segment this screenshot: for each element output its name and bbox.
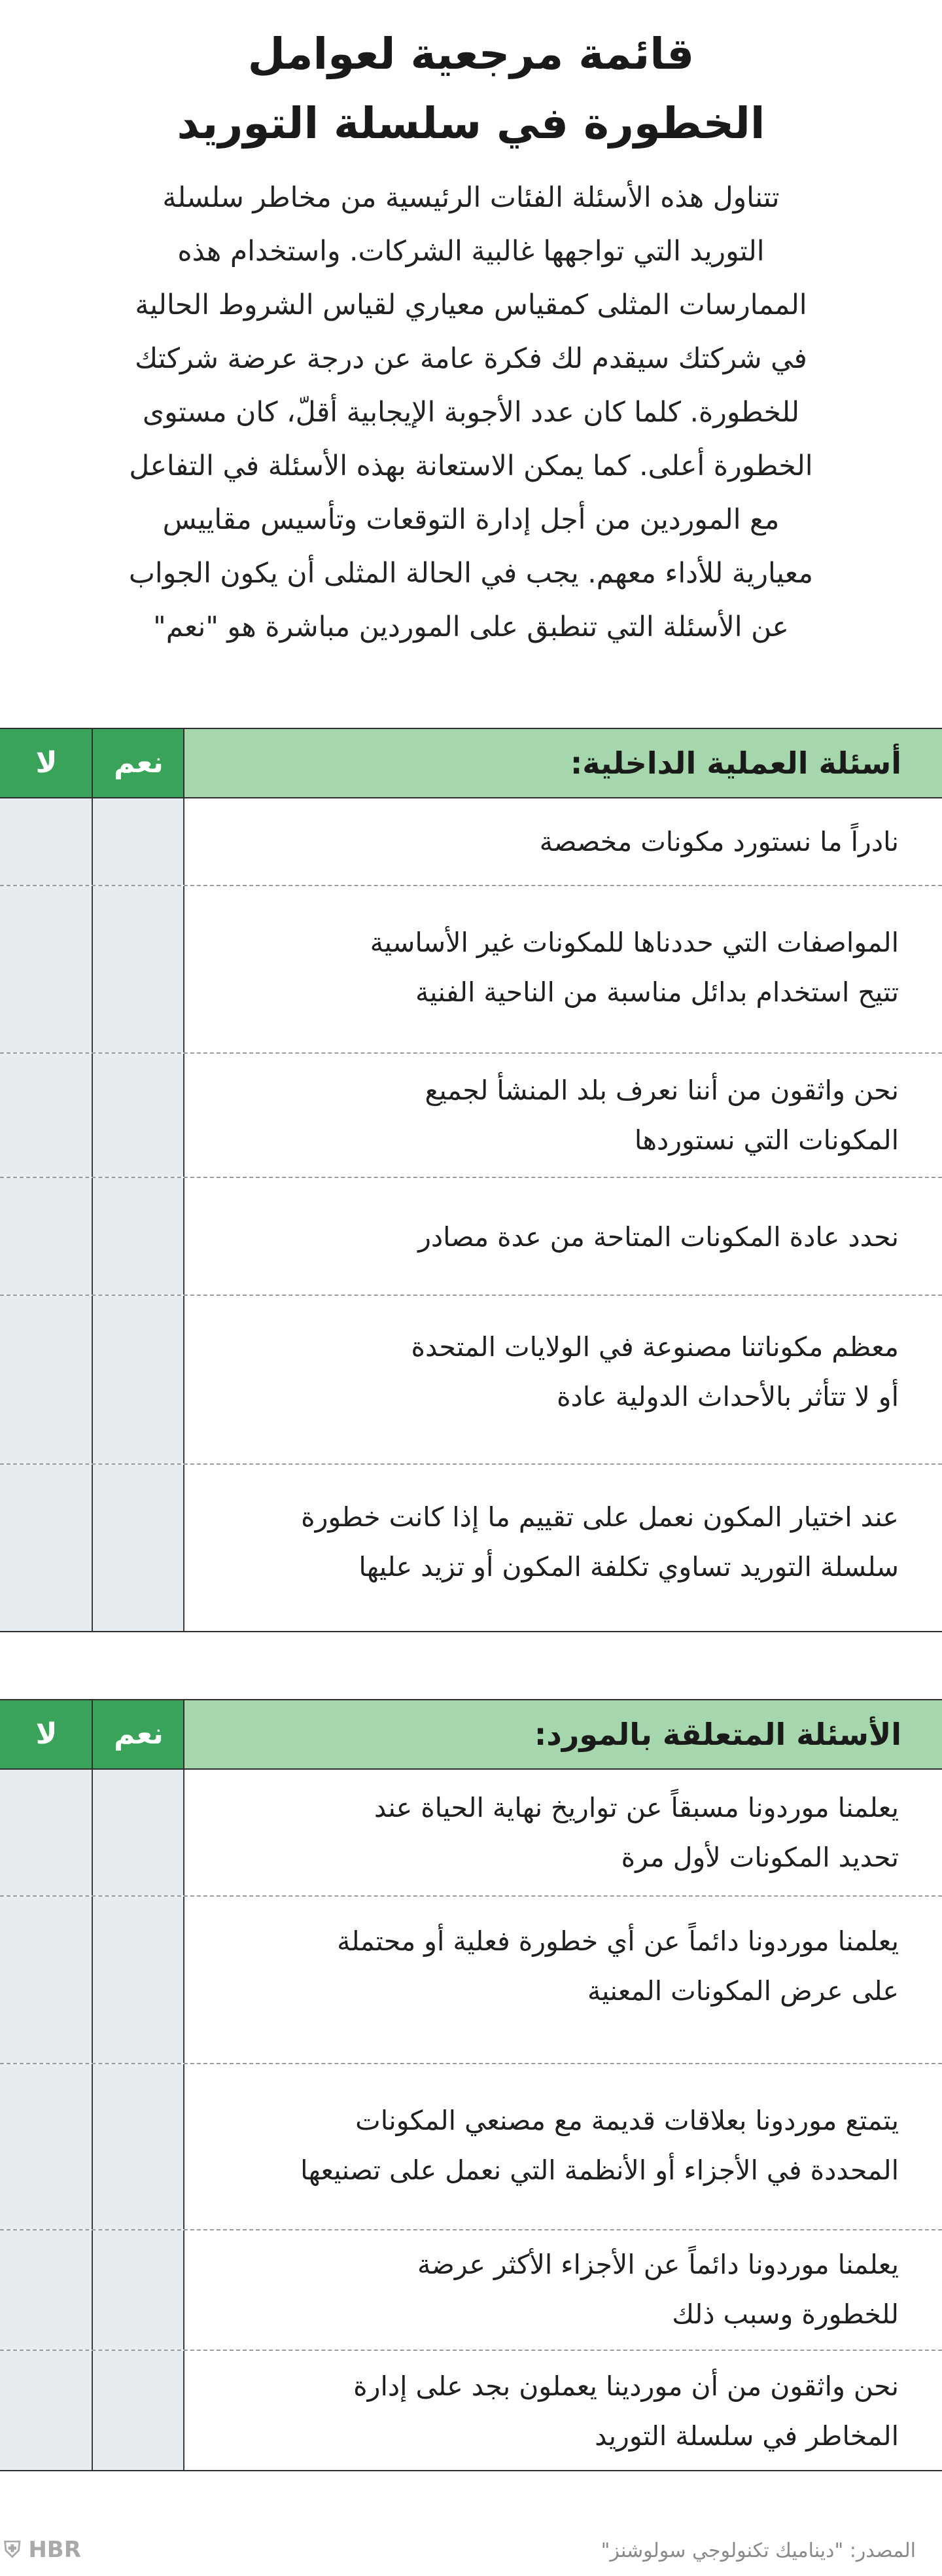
question-line: يعلمنا موردونا دائماً عن أي خطورة فعلية أو محتملة: [337, 1925, 899, 1957]
supplier-section: [0, 1699, 942, 2471]
question-line: للخطورة وسبب ذلك: [672, 2299, 899, 2330]
question-line: المواصفات التي حددناها للمكونات غير الأساسية: [370, 927, 899, 958]
column-divider: [183, 1700, 184, 1768]
column-divider: [183, 2351, 184, 2470]
yes-checkbox[interactable]: [93, 1054, 184, 1177]
intro-line: معيارية للأداء معهم. يجب في الحالة المثلى أن يكون الجواب: [128, 558, 814, 590]
question-row: [0, 1897, 942, 2064]
yes-checkbox[interactable]: [93, 1296, 184, 1463]
no-checkbox[interactable]: [0, 1465, 92, 1631]
yes-column-header: نعم: [93, 729, 184, 797]
question-line: يعلمنا موردونا دائماً عن الأجزاء الأكثر عرضة: [417, 2249, 899, 2280]
intro-line: عن الأسئلة التي تنطبق على الموردين مباشرة هو "نعم": [153, 611, 789, 643]
question-line: نحدد عادة المكونات المتاحة من عدة مصادر: [418, 1221, 899, 1253]
column-divider: [183, 2230, 184, 2350]
question-text: [212, 1065, 899, 1165]
no-checkbox[interactable]: [0, 1178, 92, 1295]
intro-line: الخطورة أعلى. كما يمكن الاستعانة بهذه الأسئلة في التفاعل: [129, 450, 813, 482]
no-checkbox[interactable]: [0, 1897, 92, 2063]
intro-paragraph: [39, 171, 903, 654]
column-divider: [183, 1465, 184, 1631]
intro-line: التوريد التي تواجهها غالبية الشركات. واستخدام هذه: [177, 236, 765, 268]
question-row: [0, 2064, 942, 2230]
question-line: نادراً ما نستورد مكونات مخصصة: [539, 826, 899, 857]
yes-checkbox[interactable]: [93, 2064, 184, 2229]
question-line: سلسلة التوريد تساوي تكلفة المكون أو تزيد عليها: [358, 1551, 899, 1583]
question-text: [212, 1783, 899, 1882]
column-divider: [183, 1897, 184, 2063]
section-header: [0, 1699, 942, 1770]
intro-line: للخطورة. كلما كان عدد الأجوبة الإيجابية أقلّ، كان مستوى: [142, 397, 800, 429]
column-divider: [92, 1178, 93, 1295]
intro-line: تتناول هذه الأسئلة الفئات الرئيسية من مخاطر سلسلة: [162, 182, 780, 214]
section-title: أسئلة العملية الداخلية:: [570, 745, 901, 781]
hbr-logo: [4, 2537, 81, 2563]
column-divider: [183, 798, 184, 885]
question-row: [0, 2230, 942, 2351]
no-checkbox[interactable]: [0, 1054, 92, 1177]
column-divider: [183, 2064, 184, 2229]
section-title: الأسئلة المتعلقة بالمورد:: [534, 1717, 901, 1752]
no-checkbox[interactable]: [0, 798, 92, 885]
question-line: على عرض المكونات المعنية: [587, 1975, 899, 2007]
column-divider: [92, 1770, 93, 1895]
yes-checkbox[interactable]: [93, 1897, 184, 2063]
yes-checkbox[interactable]: [93, 798, 184, 885]
question-text: [212, 1916, 899, 2016]
question-text: [212, 2096, 899, 2195]
no-checkbox[interactable]: [0, 886, 92, 1052]
yes-checkbox[interactable]: [93, 1465, 184, 1631]
question-row: [0, 2351, 942, 2471]
question-line: يعلمنا موردونا مسبقاً عن تواريخ نهاية الحياة عند: [374, 1792, 899, 1823]
yes-column-header: نعم: [93, 1700, 184, 1768]
no-checkbox[interactable]: [0, 1296, 92, 1463]
title-line-2: الخطورة في سلسلة التوريد: [177, 98, 765, 149]
yes-checkbox[interactable]: [93, 1770, 184, 1895]
column-divider: [92, 798, 93, 885]
question-line: تتيح استخدام بدائل مناسبة من الناحية الفنية: [415, 976, 899, 1008]
yes-checkbox[interactable]: [93, 2230, 184, 2350]
column-divider: [92, 2064, 93, 2229]
question-text: [212, 2240, 899, 2339]
column-divider: [183, 1054, 184, 1177]
no-checkbox[interactable]: [0, 2351, 92, 2470]
column-divider: [92, 1054, 93, 1177]
question-row: [0, 798, 942, 886]
column-divider: [183, 1296, 184, 1463]
question-line: نحن واثقون من أن موردينا يعملون بجد على إدارة: [353, 2370, 899, 2402]
column-divider: [183, 1770, 184, 1895]
yes-checkbox[interactable]: [93, 1178, 184, 1295]
question-text: [212, 1322, 899, 1422]
section-header: [0, 728, 942, 798]
no-column-header: لا: [0, 1700, 93, 1768]
page-title: [0, 20, 942, 158]
internal-process-section: [0, 728, 942, 1624]
column-divider: [92, 1296, 93, 1463]
question-row: [0, 886, 942, 1054]
no-checkbox[interactable]: [0, 2230, 92, 2350]
intro-line: مع الموردين من أجل إدارة التوقعات وتأسيس مقاييس: [162, 504, 780, 536]
yes-checkbox[interactable]: [93, 886, 184, 1052]
column-divider: [92, 1897, 93, 2063]
question-line: عند اختيار المكون نعمل على تقييم ما إذا كانت خطورة: [301, 1501, 899, 1533]
column-divider: [92, 886, 93, 1052]
question-line: المخاطر في سلسلة التوريد: [595, 2420, 899, 2452]
column-divider: [183, 1178, 184, 1295]
question-line: المكونات التي نستوردها: [634, 1124, 899, 1156]
question-line: معظم مكوناتنا مصنوعة في الولايات المتحدة: [411, 1331, 899, 1363]
question-line: تحديد المكونات لأول مرة: [621, 1842, 899, 1873]
question-row: [0, 1178, 942, 1296]
question-text: [212, 2361, 899, 2461]
question-text: [212, 1212, 899, 1262]
column-divider: [92, 1465, 93, 1631]
shield-icon: ⛨: [4, 2537, 21, 2563]
question-line: يتمتع موردونا بعلاقات قديمة مع مصنعي المكونات: [355, 2105, 899, 2136]
column-divider: [183, 729, 184, 797]
logo-text: HBR: [28, 2537, 81, 2563]
question-text: [212, 918, 899, 1017]
no-checkbox[interactable]: [0, 1770, 92, 1895]
no-column-header: لا: [0, 729, 93, 797]
question-line: المحددة في الأجزاء أو الأنظمة التي نعمل على تصنيعها: [300, 2155, 899, 2186]
no-checkbox[interactable]: [0, 2064, 92, 2229]
intro-line: الممارسات المثلى كمقياس معياري لقياس الشروط الحالية: [135, 289, 807, 321]
question-text: [212, 1492, 899, 1592]
question-text: [212, 817, 899, 867]
column-divider: [92, 2230, 93, 2350]
question-line: أو لا تتأثر بالأحداث الدولية عادة: [557, 1381, 899, 1412]
intro-line: في شركتك سيقدم لك فكرة عامة عن درجة عرضة شركتك: [135, 343, 807, 375]
question-row: [0, 1296, 942, 1465]
column-divider: [92, 2351, 93, 2470]
question-row: [0, 1465, 942, 1632]
column-divider: [183, 886, 184, 1052]
question-row: [0, 1054, 942, 1178]
question-line: نحن واثقون من أننا نعرف بلد المنشأ لجميع: [425, 1075, 899, 1106]
yes-checkbox[interactable]: [93, 2351, 184, 2470]
question-row: [0, 1770, 942, 1897]
title-line-1: قائمة مرجعية لعوامل: [247, 29, 695, 79]
source-note: المصدر: "ديناميك تكنولوجي سولوشنز": [601, 2539, 916, 2562]
